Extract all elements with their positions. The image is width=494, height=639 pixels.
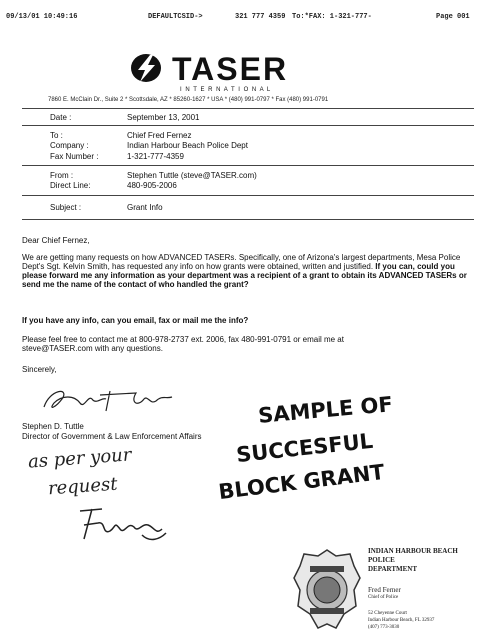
from-label: From : [50,171,74,180]
fax-datetime: 09/13/01 10:49:16 [6,13,78,21]
fax-to-number: To:*FAX: 1-321-777- [292,13,372,21]
handwritten-stamp-line2: SUCCESFUL [235,428,375,468]
memo-rule-4 [22,195,474,196]
card-org-line1: INDIAN HARBOUR BEACH [368,547,458,555]
fax-sender-id: DEFAULTCSID-> [148,13,203,21]
signature-tuttle-graphic [40,385,180,417]
subject-label: Subject : [50,203,82,212]
card-org-line3: DEPARTMENT [368,565,418,573]
company-label: Company : [50,141,89,150]
fax-sender-number: 321 777 4359 [235,13,286,21]
card-name: Fred Ferner [368,586,401,594]
logo-subtitle-text: I N T E R N A T I O N A L [180,87,272,93]
date-label: Date : [50,113,72,122]
fax-number-value: 1-321-777-4359 [127,152,184,161]
fax-number-label: Fax Number : [50,152,99,161]
memo-rule-2 [22,125,474,126]
taser-bolt-icon [128,50,328,94]
letterhead-address: 7860 E. McClain Dr., Suite 2 * Scottsdale, AZ * 85260-1627 * USA * (480) 991-0797 * Fax (480) 991-0791 [48,97,329,103]
paragraph-1-bold-text: If you can, could you please forward me any information as your department was a recipient of a grant to obtain its ADVANCED TASERs or send me the name of the contact of who handled the grant? [22,262,467,289]
subject-value: Grant Info [127,203,163,212]
memo-bottom-rule [22,219,474,220]
to-value: Chief Fred Fernez [127,131,192,140]
fax-page-number: Page 001 [436,13,470,21]
memo-top-rule [22,108,474,109]
card-phone: (407) 773-3030 [368,625,400,630]
date-value: September 13, 2001 [127,113,200,122]
taser-logo [128,50,328,94]
handwritten-stamp-line1: SAMPLE OF [257,392,394,428]
paragraph-3: Please feel free to contact me at 800-978-2737 ext. 2006, fax 480-991-0791 or email me at steve@TASER.com with any questions. [22,335,344,353]
handwritten-note-line1: as per your [27,444,133,473]
signer-title: Director of Government & Law Enforcement Affairs [22,432,202,441]
company-value: Indian Harbour Beach Police Dept [127,141,248,150]
direct-line-label: Direct Line: [50,181,91,190]
paragraph-1 [22,253,477,289]
to-label: To : [50,131,63,140]
card-address1: 52 Cheyenne Court [368,611,407,616]
card-title: Chief of Police [368,595,399,600]
direct-line-value: 480-905-2006 [127,181,177,190]
signer-name: Stephen D. Tuttle [22,422,84,431]
logo-brand-text: TASER [172,51,289,87]
paragraph-1-text: We are getting many requests on how ADVANCED TASERs. Specifically, one of Arizona's largest departments, Mesa Police Dept's Sgt. Kelvin Smith, has requested any info on how grants were obtained, written and justified. [22,253,461,271]
police-badge-icon [292,548,362,632]
closing: Sincerely, [22,365,57,374]
paragraph-2: If you have any info, can you email, fax or mail me the info? [22,316,249,325]
handwritten-initials-graphic [72,505,172,545]
handwritten-stamp-line3: BLOCK GRANT [217,459,386,505]
card-org-line2: POLICE [368,556,395,564]
from-value: Stephen Tuttle (steve@TASER.com) [127,171,257,180]
memo-rule-3 [22,165,474,166]
card-address2: Indian Harbour Beach, FL 32937 [368,618,435,623]
salutation: Dear Chief Fernez, [22,236,90,245]
handwritten-note-line2: request [47,473,119,500]
